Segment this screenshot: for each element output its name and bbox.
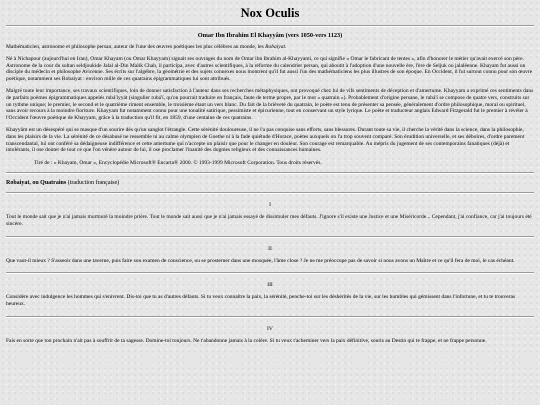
quatrain-text-2: Que vaut-il mieux ? S'asseoir dans une taverne, puis faire son examen de conscience, ou se prosterner dans une mosquée, l'âme close ? Je ne me préoccupe pas de savoir si nous avons un Maître et ce qu'il fera de moi, le cas échéant. — [6, 257, 515, 264]
quatrain-divider-4 — [6, 316, 534, 318]
author-subtitle: Omar Ibn Ibrahim El Khayyâm (vers 1050-vers 1123) — [197, 32, 343, 39]
quatrain-1 — [6, 214, 534, 228]
bio-paragraph-1: Né à Nichapour (aujourd'hui en Iran), Omar Khayam (ou Omar Khayyam) signait ses ouvrages du nom de Omar ibn Ibrahim al-Khayyami, ce qui signifie « Omar le fabricant de tentes », afin d'honorer le métier qu'avait exercé son père. Astronome de la cour du sultan seldjoukide Jalal al-Din Malik Chah, il participa, avec d'autres scientifiques, à la réforme du calendrier persan, qui aboutit à l'adoption d'une nouvelle ère, l'ère de Seljuk ou jalaléenne. Khayam fut aussi un disciple du médecin et philosophe Avicenne. Ses écrits sur l'algèbre, la géométrie et des sujets connexes nous montrent qu'il fut aussi l'un des mathématiciens les plus illustres de son époque. En Occident, il fut surtout connu pour son œuvre poétique, notamment ses Robaiyat : environ mille de ces quatrains épigrammatiques lui sont attribués. — [6, 55, 533, 83]
quatrain-numeral-1: I — [269, 201, 271, 208]
quatrain-text-1: Tout le monde sait que je n'ai jamais murmuré la moindre prière. Tout le monde sait aussi que je n'ai jamais essayé de dissimuler mes défauts. J'ignore s'il existe une Justice et une Miséricorde... Cependant, j'ai confiance, car j'ai toujours été sincère. — [6, 213, 532, 227]
quatrain-text-4: Fais en sorte que ton prochain n'ait pas à souffrir de ta sagesse. Domine-toi toujours. Ne t'abandonne jamais à la colère. Si tu veux t'acheminer vers la paix définitive, souris au Destin qui te frappe, et ne frappe personne. — [6, 337, 487, 344]
section-title: Robaiyat, ou Quatrains — [6, 179, 67, 186]
intro-paragraph — [6, 44, 534, 51]
quatrain-text-3: Considère avec indulgence les hommes qui s'enivrent. Dis-toi que tu as d'autres défauts. Si tu veux connaître la paix, la sérénité, penche-toi sur les déshérités de la vie, sur les humbles qui gémissent dans l'infortune, et tu te trouveras heureux. — [6, 294, 516, 308]
quatrain-divider-3 — [6, 272, 534, 274]
intro-emphasis: Robaiyat — [265, 44, 285, 50]
quatrain-2 — [6, 258, 534, 265]
page-title: Nox Oculis — [240, 6, 300, 20]
source-citation: Tiré de : « Khayam, Omar », Encyclopédie Microsoft® Encarta® 2000. © 1993-1999 Microsoft Corporation. Tous droits réservés. — [34, 160, 322, 167]
intro-end: . — [284, 44, 287, 50]
quatrain-numeral-2: II — [268, 245, 272, 252]
intro-text: Mathématicien, astronome et philosophe persan, auteur de l'une des œuvres poétiques les plus célèbres au monde, les — [6, 44, 266, 50]
bio-paragraph-3: Khayyâm est un désespéré qui se masque d'un sourire dès qu'un sanglot l'étrangle. Cette sérénité douloureuse, il ne l'a pas conquise sans efforts, sans blessures. Durant toute sa vie, il cherche la vérité dans la science, dans la philosophie, dans les plaisirs de la vie. La sérénité de ce désabusé ne ressemble ni au calme olympien de Goethe ni à la fade quiétude d'Horace, poètes auxquels on l'a trop souvent comparé. Son érudition universelle, et ses déboires, d'ordre parement transcendantal, lui ont conféré sa dédaigneuse indifférence et cette amertume qui n'accepte un plaisir que pour le changer en douleur. Son courage est remarquable. Au mépris du jugement de ses contemporains fanatiques (déjà) et intolérants, il ose douter de tout ce que l'on vénère autour de lui, il ose proclamer l'inanité des dogmes religieux et des connaissances humaines. — [6, 126, 525, 154]
section-heading — [6, 180, 534, 186]
section-divider — [6, 172, 534, 174]
section-note: (traduction française) — [66, 179, 120, 186]
quatrain-divider-1 — [6, 192, 534, 194]
quatrain-4 — [6, 338, 534, 345]
quatrain-numeral-3: III — [267, 282, 273, 289]
bio-paragraph-2: Malgré toute leur importance, ses travaux scientifiques, loin de donner satisfaction à l'auteur dans ses recherches métaphysiques, ont provoqué chez lui de vifs sentiments de déception et d'amertume. Khayyam a exprimé ces sentiments dans de parfaits poèmes épigrammatiques appelés rubá'iyyát (singulier rubá'í, qu'on pourrait traduire en français, faute de terme propre, par le mot « quatrain »). Probablement d'origine persane, le rubá'í se compose de quatre vers, construits sur un rythme unique; le premier, le second et le quatrième riment ensemble, le troisième étant un vers blanc. Du fait de la brièveté du quatrain, le poète est tenu de présenter sa pensée, généralement d'ordre philosophique, moral ou spirituel, sans avoir recours à la moindre fioriture. Khayyam fut notamment connu pour une tonalité satirique, pessimiste et épicurienne, tout en conservant un style lyrique. Le poète et traducteur anglais Edward Fitzgerald fut le premier à révéler à l'Occident l'œuvre poétique de Khayyam, grâce à la traduction qu'il fit, en 1859, d'une centaine de ces quatrains. — [6, 87, 534, 122]
quatrain-divider-2 — [6, 236, 534, 238]
quatrain-3 — [6, 294, 534, 308]
title-divider — [6, 25, 534, 27]
quatrain-numeral-4: IV — [267, 325, 273, 332]
